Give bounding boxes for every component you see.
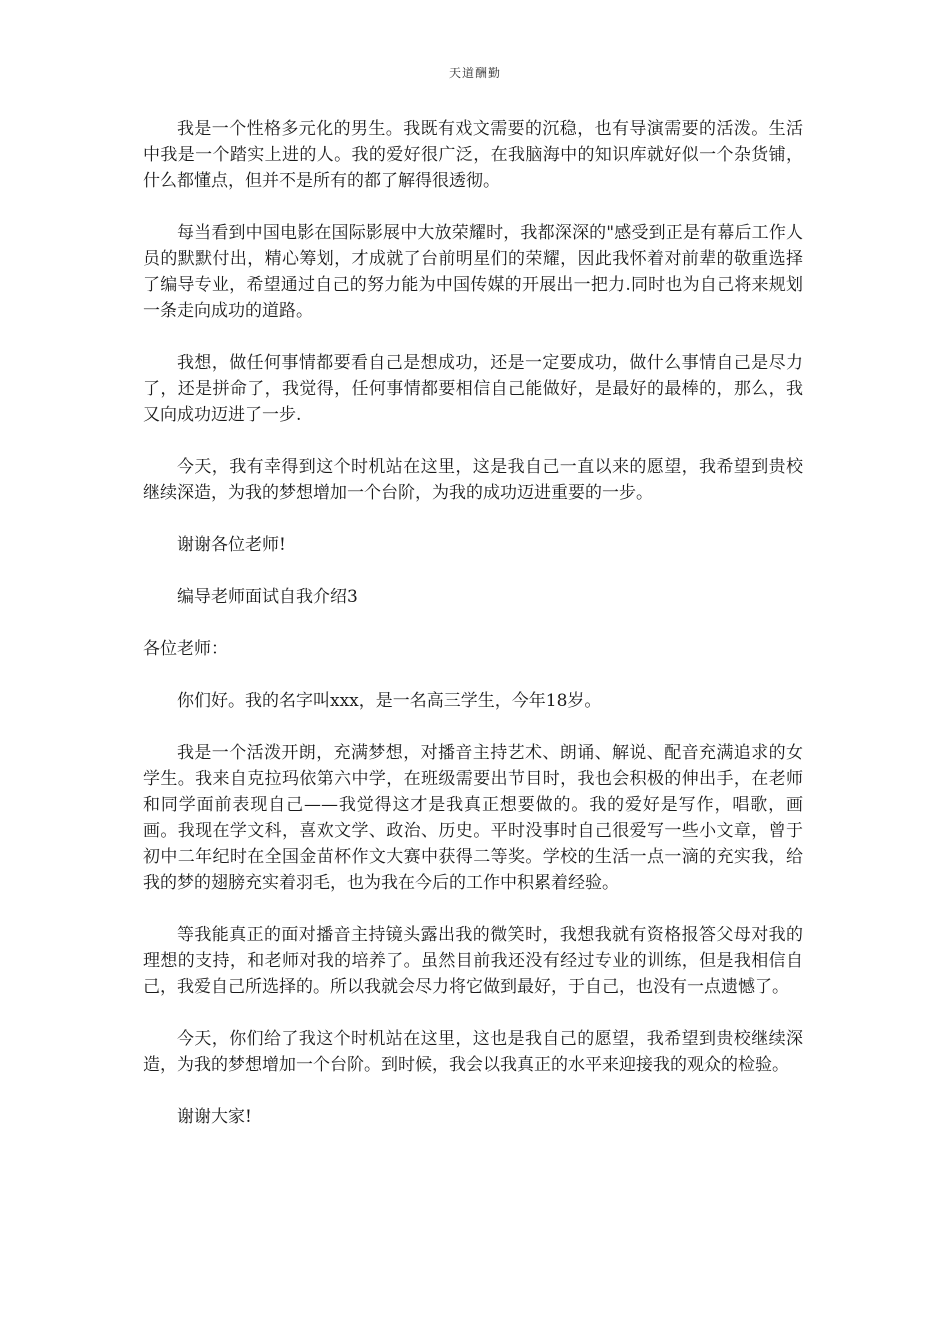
paragraph-personality: 我是一个性格多元化的男生。我既有戏文需要的沉稳，也有导演需要的活泼。生活中我是一个踏实上进的人。我的爱好很广泛，在我脑海中的知识库就好似一个杂货铺，什么都懂点，但并不是所有的都了解得很透彻。 [143, 119, 803, 191]
document-body [143, 116, 803, 1156]
paragraph-motivation: 每当看到中国电影在国际影展中大放荣耀时，我都深深的"感受到正是有幕后工作人员的默默付出，精心筹划，才成就了台前明星们的荣耀，因此我怀着对前辈的敬重选择了编导专业，希望通过自己的努力能为中国传媒的开展出一把力.同时也为自己将来规划一条走向成功的道路。 [143, 223, 803, 321]
paragraph-aspiration: 等我能真正的面对播音主持镜头露出我的微笑时，我想我就有资格报答父母对我的理想的支持，和老师对我的培养了。虽然目前我还没有经过专业的训练，但是我相信自己，我爱自己所选择的。所以我就会尽力将它做到最好，于自己，也没有一点遗憾了。 [143, 925, 803, 997]
paragraph-thanks-teachers: 谢谢各位老师! [177, 535, 286, 555]
salutation: 各位老师： [143, 639, 228, 659]
paragraph-introduction: 我是一个活泼开朗，充满梦想，对播音主持艺术、朗诵、解说、配音充满追求的女学生。我来自克拉玛依第六中学，在班级需要出节目时，我也会积极的伸出手，在老师和同学面前表现自己——我觉得这才是我真正想要做的。我的爱好是写作，唱歌，画画。我现在学文科，喜欢文学、政治、历史。平时没事时自己很爱写一些小文章，曾于初中二年纪时在全国金苗杯作文大赛中获得二等奖。学校的生活一点一滴的充实我，给我的梦的翅膀充实着羽毛，也为我在今后的工作中积累着经验。 [143, 743, 803, 893]
page-header: 天道酬勤 [448, 66, 501, 80]
paragraph-closing: 今天，你们给了我这个时机站在这里，这也是我自己的愿望，我希望到贵校继续深造，为我的梦想增加一个台阶。到时候，我会以我真正的水平来迎接我的观众的检验。 [143, 1029, 803, 1075]
paragraph-opportunity: 今天，我有幸得到这个时机站在这里，这是我自己一直以来的愿望，我希望到贵校继续深造，为我的梦想增加一个台阶，为我的成功迈进重要的一步。 [143, 457, 803, 503]
paragraph-greeting: 你们好。我的名字叫xxx，是一名高三学生，今年18岁。 [177, 691, 602, 711]
section-title: 编导老师面试自我介绍3 [177, 587, 358, 607]
paragraph-success: 我想，做任何事情都要看自己是想成功，还是一定要成功，做什么事情自己是尽力了，还是拼命了，我觉得，任何事情都要相信自己能做好，是最好的最棒的，那么，我又向成功迈进了一步. [143, 353, 803, 425]
paragraph-thanks-all: 谢谢大家! [177, 1107, 252, 1127]
